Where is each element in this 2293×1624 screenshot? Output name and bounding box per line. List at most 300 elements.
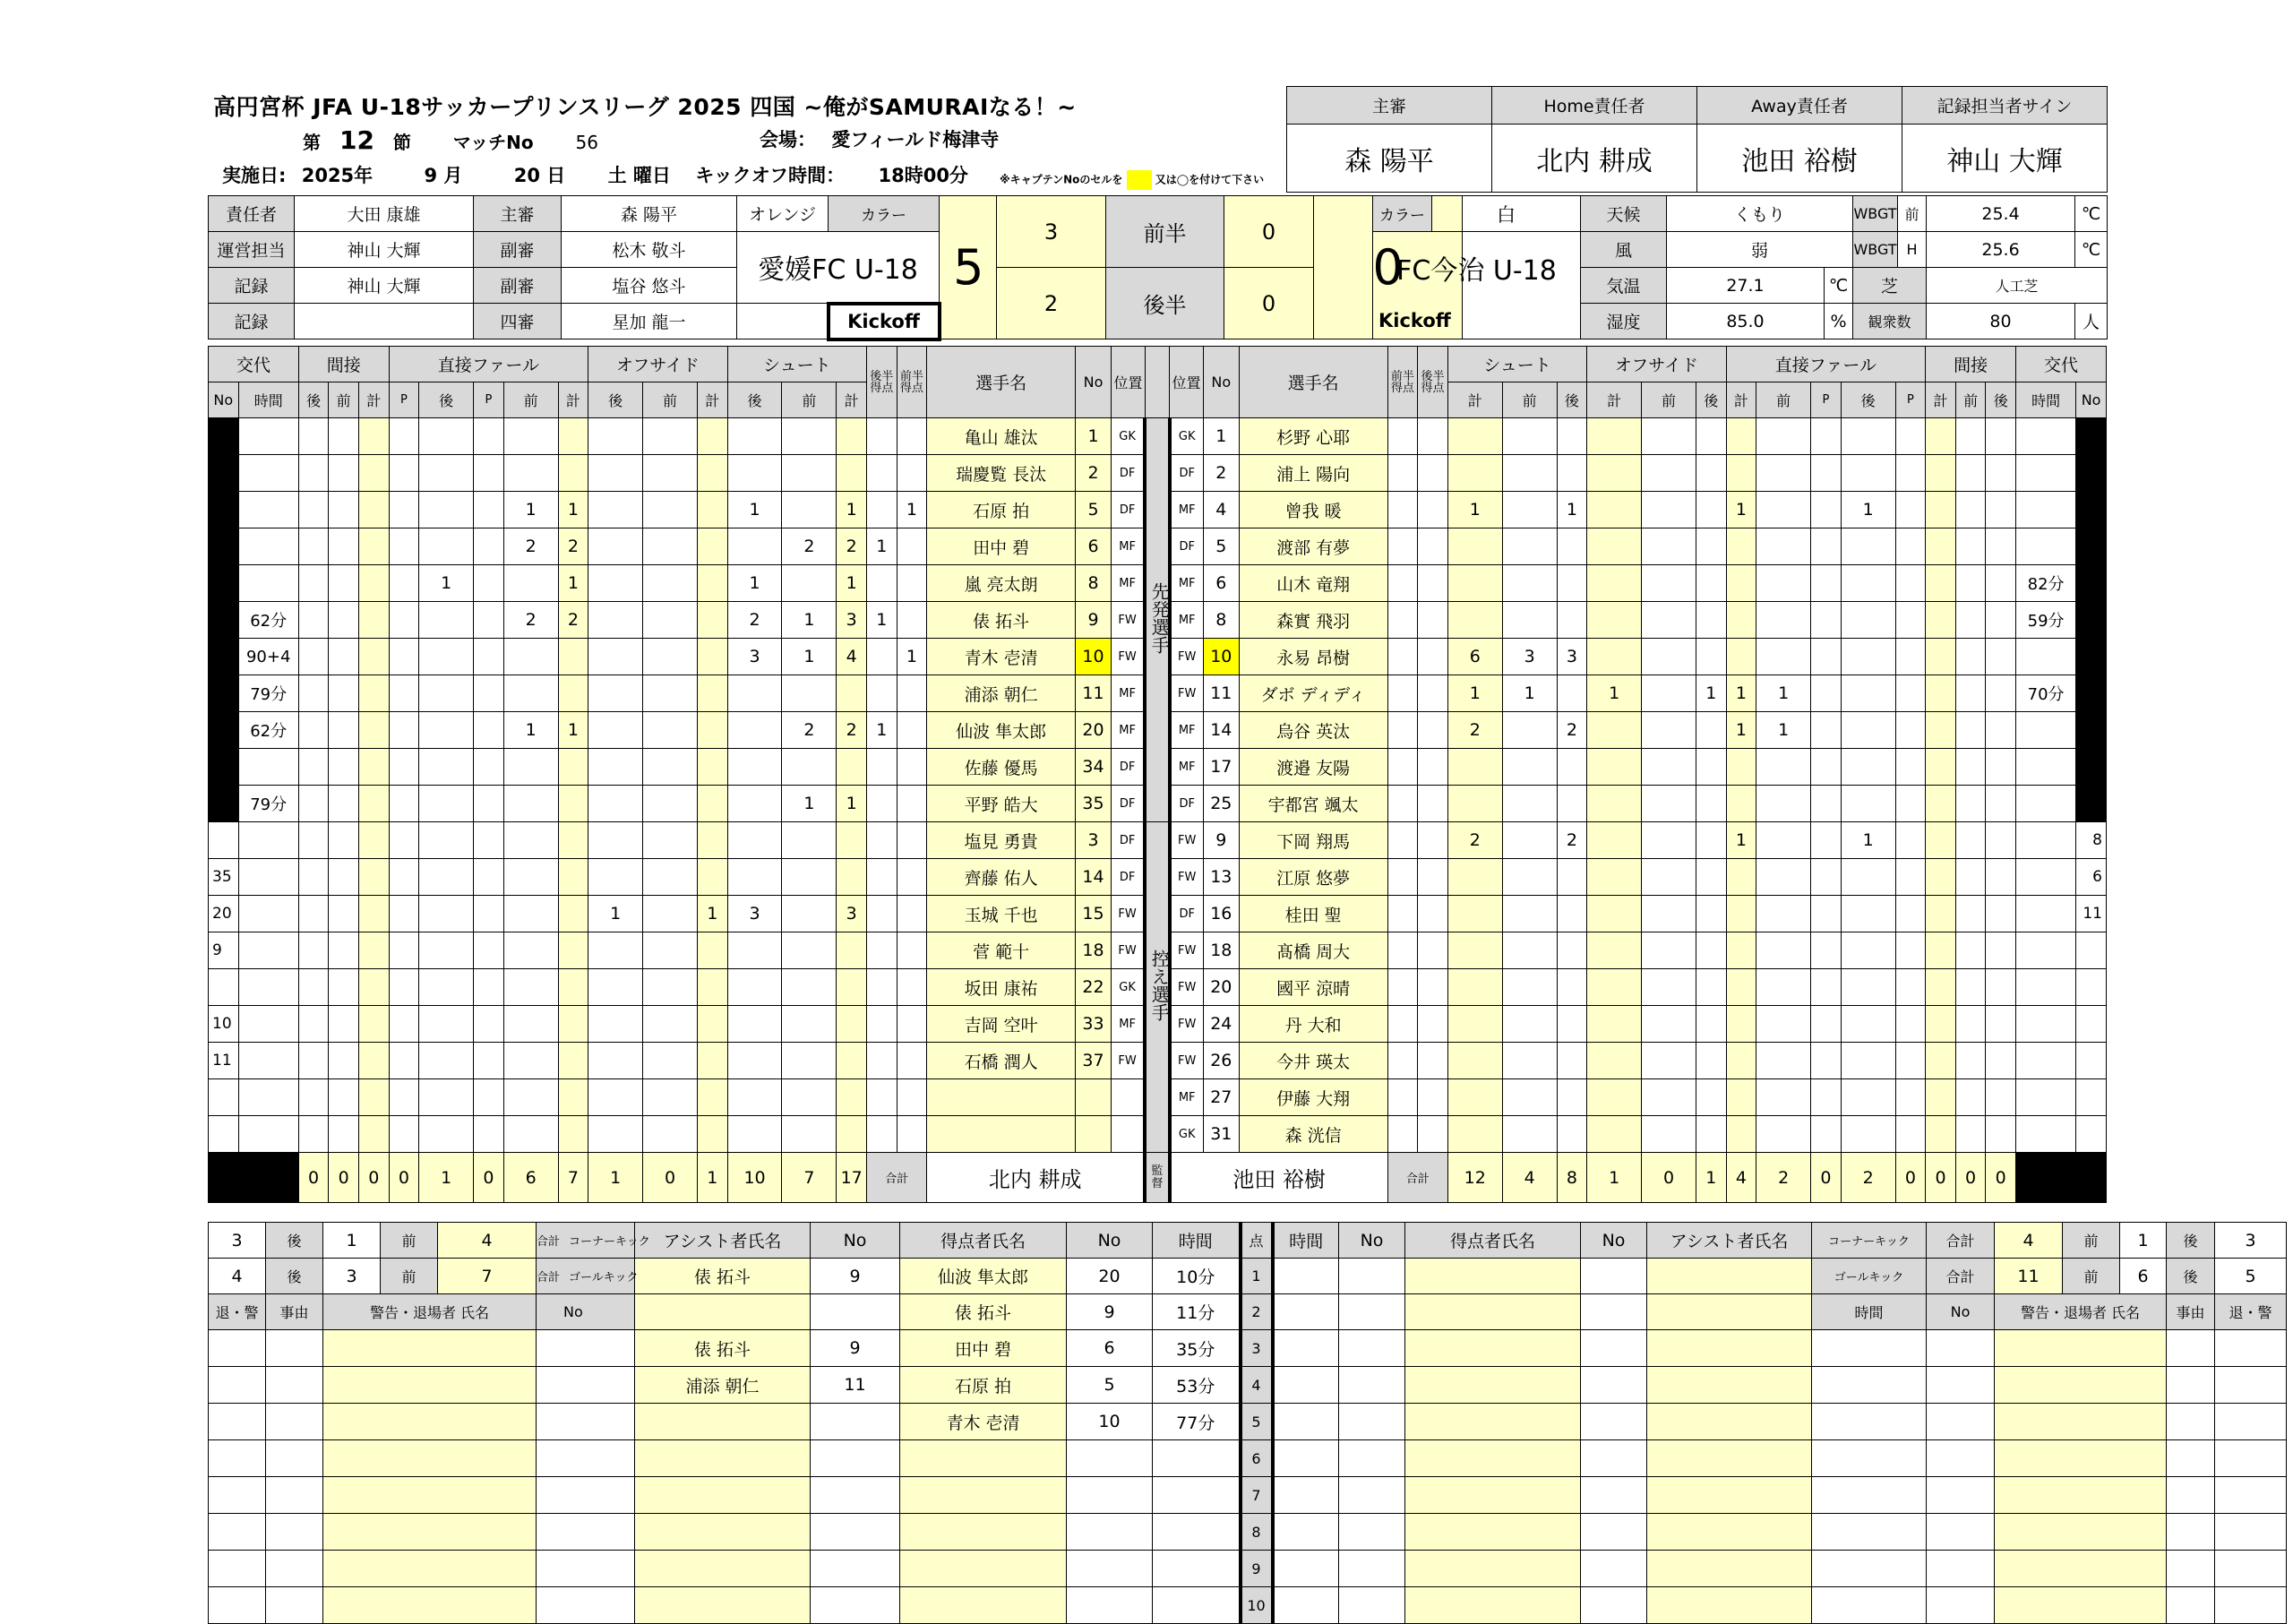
home-off-total[interactable] — [697, 565, 727, 602]
home-dp-p[interactable] — [389, 1116, 419, 1153]
away-goal-h1[interactable] — [1387, 822, 1418, 859]
away-dp-p2[interactable] — [1895, 1006, 1926, 1043]
away-off-front[interactable] — [1642, 859, 1696, 896]
home-player-name[interactable]: 菅 範十 — [927, 932, 1076, 969]
home-off-front[interactable] — [643, 565, 698, 602]
home-assist-name[interactable] — [635, 1587, 811, 1624]
home-ind-total[interactable] — [358, 969, 389, 1006]
home-goal-h1[interactable] — [897, 896, 927, 932]
home-sh-front[interactable] — [782, 896, 837, 932]
away-card-player-name[interactable] — [1995, 1587, 2167, 1624]
home--no[interactable] — [209, 418, 239, 455]
home-ind-front[interactable] — [329, 492, 359, 528]
away-ind-front[interactable] — [1955, 1116, 1986, 1153]
away-ind-total[interactable] — [1926, 455, 1956, 492]
home-assist-no[interactable] — [811, 1440, 900, 1477]
home-sub-time[interactable] — [238, 749, 298, 786]
away-gk-back[interactable]: 5 — [2215, 1259, 2287, 1294]
home-scorer-no[interactable] — [1067, 1587, 1153, 1624]
away-player-name[interactable]: 烏谷 英汰 — [1239, 712, 1387, 749]
home-off-front[interactable] — [643, 1079, 698, 1116]
home-dp-back[interactable] — [419, 712, 474, 749]
away-ck-front[interactable]: 1 — [2120, 1223, 2167, 1259]
home--no[interactable]: 11 — [209, 1043, 239, 1079]
away-card-player-name[interactable] — [1995, 1404, 2167, 1440]
away-ind-back[interactable] — [1986, 675, 2016, 712]
away--no[interactable] — [2076, 749, 2107, 786]
away-sh-back[interactable]: 2 — [1557, 712, 1587, 749]
away-sh-front[interactable] — [1502, 896, 1557, 932]
home-dp-p[interactable] — [389, 639, 419, 675]
away-dp-p[interactable] — [1811, 712, 1842, 749]
home-off-front[interactable] — [643, 1116, 698, 1153]
home-goal-h1[interactable] — [897, 1079, 927, 1116]
home-assist-no[interactable] — [811, 1551, 900, 1587]
away-sub-time[interactable] — [2016, 932, 2076, 969]
away-sh-total[interactable] — [1447, 1079, 1502, 1116]
home--no[interactable] — [209, 675, 239, 712]
home-sub-time[interactable] — [238, 565, 298, 602]
away-sh-front[interactable]: 3 — [1502, 639, 1557, 675]
home-ind-total[interactable] — [358, 749, 389, 786]
home-scorer-name[interactable] — [900, 1587, 1067, 1624]
away-sub-time[interactable]: 59分 — [2016, 602, 2076, 639]
away-player-pos[interactable]: FW — [1170, 675, 1204, 712]
away-off-total[interactable] — [1587, 639, 1642, 675]
away-ind-front[interactable] — [1955, 969, 1986, 1006]
away-ind-total[interactable] — [1926, 602, 1956, 639]
away-goal-h1[interactable] — [1387, 1116, 1418, 1153]
home-player-pos[interactable]: MF — [1111, 712, 1145, 749]
card-reason[interactable] — [266, 1404, 323, 1440]
away-card-player-name[interactable] — [1995, 1514, 2167, 1551]
home-ind-front[interactable] — [329, 1116, 359, 1153]
home-off-total[interactable] — [697, 602, 727, 639]
away-dp-p[interactable] — [1811, 1079, 1842, 1116]
away-off-total[interactable] — [1587, 492, 1642, 528]
home-ind-back[interactable] — [298, 675, 329, 712]
away-player-pos[interactable]: MF — [1170, 602, 1204, 639]
home--no[interactable] — [209, 602, 239, 639]
away-dp-back[interactable] — [1841, 712, 1895, 749]
home-off-total[interactable] — [697, 675, 727, 712]
away-ind-back[interactable] — [1986, 1006, 2016, 1043]
away-off-back[interactable] — [1696, 1043, 1726, 1079]
home-player-pos[interactable] — [1111, 1116, 1145, 1153]
away-ind-front[interactable] — [1955, 859, 1986, 896]
home-sub-time[interactable] — [238, 492, 298, 528]
away-player-no[interactable]: 9 — [1203, 822, 1239, 859]
home-dp-p2[interactable] — [474, 1006, 504, 1043]
away-player-pos[interactable]: DF — [1170, 528, 1204, 565]
away-sh-front[interactable] — [1502, 1079, 1557, 1116]
home-dp-total[interactable] — [558, 932, 588, 969]
away-ind-front[interactable] — [1955, 896, 1986, 932]
home-dp-p[interactable] — [389, 675, 419, 712]
away-ck-back[interactable]: 3 — [2215, 1223, 2287, 1259]
home-dp-total[interactable] — [558, 1079, 588, 1116]
away-dp-total[interactable] — [1726, 1043, 1756, 1079]
away-sh-back[interactable] — [1557, 859, 1587, 896]
away-goal-time[interactable] — [1273, 1514, 1339, 1551]
home--no[interactable]: 10 — [209, 1006, 239, 1043]
away-dp-p[interactable] — [1811, 932, 1842, 969]
home-sh-back[interactable] — [727, 969, 782, 1006]
away-sh-total[interactable] — [1447, 749, 1502, 786]
away-card-no[interactable] — [1927, 1514, 1995, 1551]
away-dp-total[interactable]: 1 — [1726, 712, 1756, 749]
home-scorer-name[interactable] — [900, 1440, 1067, 1477]
away-sh-back[interactable] — [1557, 786, 1587, 822]
away-off-front[interactable] — [1642, 455, 1696, 492]
home-goal-h2[interactable] — [867, 675, 897, 712]
away-dp-p[interactable] — [1811, 418, 1842, 455]
home-off-front[interactable] — [643, 1006, 698, 1043]
home-off-total[interactable] — [697, 492, 727, 528]
away-assist-name[interactable] — [1647, 1477, 1812, 1514]
away-ind-back[interactable] — [1986, 1043, 2016, 1079]
away-off-back[interactable] — [1696, 969, 1726, 1006]
home-dp-front[interactable] — [503, 565, 558, 602]
home-dp-p[interactable] — [389, 712, 419, 749]
home-player-no[interactable]: 34 — [1076, 749, 1112, 786]
home-goal-h1[interactable]: 1 — [897, 492, 927, 528]
away-dp-front[interactable]: 1 — [1756, 712, 1811, 749]
away-dp-front[interactable]: 1 — [1756, 675, 1811, 712]
home-ind-back[interactable] — [298, 932, 329, 969]
card-reason[interactable] — [266, 1330, 323, 1367]
home-dp-front[interactable] — [503, 418, 558, 455]
home-sh-back[interactable] — [727, 859, 782, 896]
away-dp-back[interactable] — [1841, 859, 1895, 896]
away-goal-h2[interactable] — [1418, 528, 1448, 565]
home-goal-h2[interactable] — [867, 1043, 897, 1079]
away--no[interactable] — [2076, 565, 2107, 602]
away-sh-front[interactable] — [1502, 822, 1557, 859]
away-goal-no[interactable] — [1339, 1404, 1405, 1440]
home-goal-h1[interactable] — [897, 675, 927, 712]
away-ind-total[interactable] — [1926, 712, 1956, 749]
away-player-pos[interactable]: FW — [1170, 932, 1204, 969]
home-goal-h1[interactable] — [897, 932, 927, 969]
home-assist-name[interactable] — [635, 1514, 811, 1551]
home-off-back[interactable] — [588, 1079, 643, 1116]
home-ind-front[interactable] — [329, 565, 359, 602]
away-ind-back[interactable] — [1986, 602, 2016, 639]
home-sh-back[interactable] — [727, 1006, 782, 1043]
away-ind-front[interactable] — [1955, 1006, 1986, 1043]
away-goal-h2[interactable] — [1418, 675, 1448, 712]
card-reason[interactable] — [266, 1551, 323, 1587]
home-sh-front[interactable] — [782, 418, 837, 455]
home-dp-p[interactable] — [389, 1043, 419, 1079]
home-goal-h2[interactable] — [867, 786, 897, 822]
home-goal-time[interactable]: 35分 — [1153, 1330, 1241, 1367]
home-ind-back[interactable] — [298, 1006, 329, 1043]
away-off-back[interactable] — [1696, 932, 1726, 969]
referee-name[interactable]: 塩谷 悠斗 — [562, 268, 737, 304]
home-dp-back[interactable] — [419, 1006, 474, 1043]
home-dp-p2[interactable] — [474, 822, 504, 859]
away-off-total[interactable] — [1587, 932, 1642, 969]
home-player-name[interactable]: 亀山 雄汰 — [927, 418, 1076, 455]
away-off-total[interactable] — [1587, 749, 1642, 786]
away-player-name[interactable]: 今井 瑛太 — [1239, 1043, 1387, 1079]
away-card-no[interactable] — [1927, 1477, 1995, 1514]
away-dp-p2[interactable] — [1895, 1116, 1926, 1153]
home-player-pos[interactable]: MF — [1111, 1006, 1145, 1043]
away-scorer-name[interactable] — [1405, 1367, 1581, 1404]
home-assist-no[interactable] — [811, 1514, 900, 1551]
home--no[interactable] — [209, 749, 239, 786]
away-off-front[interactable] — [1642, 492, 1696, 528]
home-dp-back[interactable] — [419, 455, 474, 492]
away-sh-back[interactable] — [1557, 455, 1587, 492]
away-sub-time[interactable] — [2016, 528, 2076, 565]
card-reason[interactable] — [266, 1440, 323, 1477]
home-scorer-name[interactable] — [900, 1477, 1067, 1514]
home-sh-back[interactable] — [727, 749, 782, 786]
card-player-name[interactable] — [323, 1440, 537, 1477]
home-ind-total[interactable] — [358, 896, 389, 932]
home-sh-total[interactable] — [837, 749, 867, 786]
home-dp-p2[interactable] — [474, 786, 504, 822]
home-assist-name[interactable] — [635, 1551, 811, 1587]
home-sh-total[interactable]: 2 — [837, 712, 867, 749]
away-off-total[interactable] — [1587, 1116, 1642, 1153]
home-ind-front[interactable] — [329, 932, 359, 969]
away-player-no[interactable]: 1 — [1203, 418, 1239, 455]
home--no[interactable] — [209, 712, 239, 749]
away-off-back[interactable] — [1696, 859, 1726, 896]
home-goal-h1[interactable] — [897, 565, 927, 602]
home-dp-p2[interactable] — [474, 932, 504, 969]
home-dp-front[interactable]: 1 — [503, 492, 558, 528]
home-off-front[interactable] — [643, 492, 698, 528]
away-dp-total[interactable] — [1726, 896, 1756, 932]
away-card-type[interactable] — [2215, 1367, 2287, 1404]
away-scorer-no[interactable] — [1581, 1294, 1647, 1330]
away-sub-time[interactable]: 82分 — [2016, 565, 2076, 602]
home-player-name[interactable] — [927, 1116, 1076, 1153]
home-dp-p2[interactable] — [474, 1043, 504, 1079]
home-goal-h1[interactable] — [897, 712, 927, 749]
home-player-pos[interactable] — [1111, 1079, 1145, 1116]
away-ind-total[interactable] — [1926, 1079, 1956, 1116]
home-assist-name[interactable] — [635, 1440, 811, 1477]
home-sh-total[interactable]: 3 — [837, 602, 867, 639]
referee-name[interactable]: 星加 龍一 — [562, 304, 737, 339]
away-dp-front[interactable] — [1756, 859, 1811, 896]
home-dp-front[interactable] — [503, 969, 558, 1006]
away-assist-name[interactable] — [1647, 1587, 1812, 1624]
home-ind-total[interactable] — [358, 455, 389, 492]
away-card-reason[interactable] — [2167, 1404, 2215, 1440]
home-player-no[interactable] — [1076, 1116, 1112, 1153]
home-player-name[interactable]: 石原 拍 — [927, 492, 1076, 528]
away-off-total[interactable] — [1587, 896, 1642, 932]
away-card-player-name[interactable] — [1995, 1330, 2167, 1367]
home-ind-front[interactable] — [329, 602, 359, 639]
home-dp-total[interactable] — [558, 1116, 588, 1153]
home-off-front[interactable] — [643, 602, 698, 639]
away-off-front[interactable] — [1642, 932, 1696, 969]
away-player-pos[interactable]: FW — [1170, 1006, 1204, 1043]
away-ind-back[interactable] — [1986, 639, 2016, 675]
away-off-total[interactable] — [1587, 1006, 1642, 1043]
home-sh-front[interactable] — [782, 492, 837, 528]
away-ind-back[interactable] — [1986, 822, 2016, 859]
home-sh-total[interactable] — [837, 859, 867, 896]
home-assist-name[interactable] — [635, 1477, 811, 1514]
away-dp-p2[interactable] — [1895, 455, 1926, 492]
home-player-name[interactable]: 嵐 亮太朗 — [927, 565, 1076, 602]
away--no[interactable] — [2076, 602, 2107, 639]
home-player-pos[interactable]: DF — [1111, 749, 1145, 786]
away-sh-back[interactable]: 3 — [1557, 639, 1587, 675]
home-dp-front[interactable] — [503, 1116, 558, 1153]
home-player-no[interactable]: 3 — [1076, 822, 1112, 859]
away-ind-total[interactable] — [1926, 896, 1956, 932]
away-off-back[interactable] — [1696, 528, 1726, 565]
away-sub-time[interactable] — [2016, 1006, 2076, 1043]
away-player-no[interactable]: 5 — [1203, 528, 1239, 565]
away-card-player-name[interactable] — [1995, 1440, 2167, 1477]
home-dp-p[interactable] — [389, 455, 419, 492]
home--no[interactable] — [209, 1079, 239, 1116]
home-player-pos[interactable]: MF — [1111, 675, 1145, 712]
away-goal-h2[interactable] — [1418, 639, 1448, 675]
home-goal-h2[interactable] — [867, 1079, 897, 1116]
home--no[interactable] — [209, 455, 239, 492]
home-dp-total[interactable] — [558, 969, 588, 1006]
away-off-back[interactable] — [1696, 455, 1726, 492]
away-sub-time[interactable] — [2016, 859, 2076, 896]
home-assist-no[interactable]: 11 — [811, 1367, 900, 1404]
away-goal-no[interactable] — [1339, 1587, 1405, 1624]
home-player-name[interactable]: 田中 碧 — [927, 528, 1076, 565]
away-ind-total[interactable] — [1926, 1116, 1956, 1153]
away-dp-total[interactable] — [1726, 418, 1756, 455]
away-scorer-name[interactable] — [1405, 1294, 1581, 1330]
home-player-pos[interactable]: MF — [1111, 528, 1145, 565]
card-player-name[interactable] — [323, 1587, 537, 1624]
home-player-name[interactable]: 青木 壱清 — [927, 639, 1076, 675]
away-goal-h2[interactable] — [1418, 1043, 1448, 1079]
home-sh-total[interactable] — [837, 675, 867, 712]
away-ind-front[interactable] — [1955, 1043, 1986, 1079]
away-dp-front[interactable] — [1756, 822, 1811, 859]
home-sh-back[interactable]: 1 — [727, 492, 782, 528]
home-sh-total[interactable] — [837, 1116, 867, 1153]
home-dp-p2[interactable] — [474, 492, 504, 528]
away-scorer-no[interactable] — [1581, 1440, 1647, 1477]
away-goal-no[interactable] — [1339, 1259, 1405, 1294]
away-off-front[interactable] — [1642, 528, 1696, 565]
home-assist-name[interactable]: 俵 拓斗 — [635, 1330, 811, 1367]
away-player-pos[interactable]: MF — [1170, 565, 1204, 602]
away-player-no[interactable]: 26 — [1203, 1043, 1239, 1079]
away-off-front[interactable] — [1642, 1116, 1696, 1153]
home-off-total[interactable] — [697, 822, 727, 859]
away-ind-total[interactable] — [1926, 969, 1956, 1006]
home-dp-total[interactable]: 1 — [558, 492, 588, 528]
home--no[interactable]: 9 — [209, 932, 239, 969]
home-off-total[interactable] — [697, 1043, 727, 1079]
home-ind-front[interactable] — [329, 822, 359, 859]
home-off-front[interactable] — [643, 859, 698, 896]
away-sh-front[interactable] — [1502, 1116, 1557, 1153]
away-player-no[interactable]: 31 — [1203, 1116, 1239, 1153]
home-sub-time[interactable]: 62分 — [238, 712, 298, 749]
home-ind-front[interactable] — [329, 969, 359, 1006]
home--no[interactable] — [209, 492, 239, 528]
home-ind-back[interactable] — [298, 749, 329, 786]
home-off-back[interactable] — [588, 492, 643, 528]
home-goal-time[interactable] — [1153, 1551, 1241, 1587]
home-goal-h2[interactable] — [867, 492, 897, 528]
away-sh-total[interactable] — [1447, 528, 1502, 565]
home-player-name[interactable]: 佐藤 優馬 — [927, 749, 1076, 786]
away-off-front[interactable] — [1642, 675, 1696, 712]
home-sub-time[interactable] — [238, 859, 298, 896]
home-goal-h2[interactable] — [867, 969, 897, 1006]
home-player-pos[interactable]: DF — [1111, 859, 1145, 896]
away-goal-no[interactable] — [1339, 1551, 1405, 1587]
away-dp-back[interactable] — [1841, 455, 1895, 492]
away-sh-back[interactable] — [1557, 565, 1587, 602]
home-assist-no[interactable]: 9 — [811, 1259, 900, 1294]
away-sh-front[interactable] — [1502, 565, 1557, 602]
away-dp-p[interactable] — [1811, 1043, 1842, 1079]
away--no[interactable] — [2076, 455, 2107, 492]
home-goal-time[interactable] — [1153, 1477, 1241, 1514]
away-player-pos[interactable]: MF — [1170, 1079, 1204, 1116]
home-sh-total[interactable]: 1 — [837, 492, 867, 528]
home-off-total[interactable] — [697, 859, 727, 896]
away-kickoff[interactable]: Kickoff — [1373, 304, 1581, 339]
away-off-back[interactable] — [1696, 822, 1726, 859]
home-player-name[interactable]: 齊藤 佑人 — [927, 859, 1076, 896]
away-gk-total[interactable]: 11 — [1995, 1259, 2063, 1294]
card-type[interactable] — [209, 1440, 266, 1477]
away-sub-time[interactable] — [2016, 1079, 2076, 1116]
home-sh-total[interactable]: 2 — [837, 528, 867, 565]
card-type[interactable] — [209, 1587, 266, 1624]
away--no[interactable]: 6 — [2076, 859, 2107, 896]
home-sh-front[interactable]: 1 — [782, 786, 837, 822]
home-scorer-name[interactable]: 青木 壱清 — [900, 1404, 1067, 1440]
home-off-front[interactable] — [643, 1043, 698, 1079]
home-ind-back[interactable] — [298, 1079, 329, 1116]
home-off-total[interactable] — [697, 1006, 727, 1043]
home-scorer-name[interactable]: 俵 拓斗 — [900, 1294, 1067, 1330]
away-off-back[interactable] — [1696, 712, 1726, 749]
away-player-no[interactable]: 2 — [1203, 455, 1239, 492]
home-dp-back[interactable] — [419, 602, 474, 639]
away-off-total[interactable] — [1587, 969, 1642, 1006]
home-sh-back[interactable]: 1 — [727, 565, 782, 602]
away-ind-total[interactable] — [1926, 565, 1956, 602]
away-dp-front[interactable] — [1756, 418, 1811, 455]
home-sh-back[interactable] — [727, 675, 782, 712]
card-player-no[interactable] — [537, 1514, 635, 1551]
home-goal-h2[interactable]: 1 — [867, 712, 897, 749]
home-sh-back[interactable] — [727, 932, 782, 969]
away-sh-total[interactable] — [1447, 418, 1502, 455]
home-dp-p[interactable] — [389, 896, 419, 932]
home-sh-back[interactable] — [727, 1043, 782, 1079]
